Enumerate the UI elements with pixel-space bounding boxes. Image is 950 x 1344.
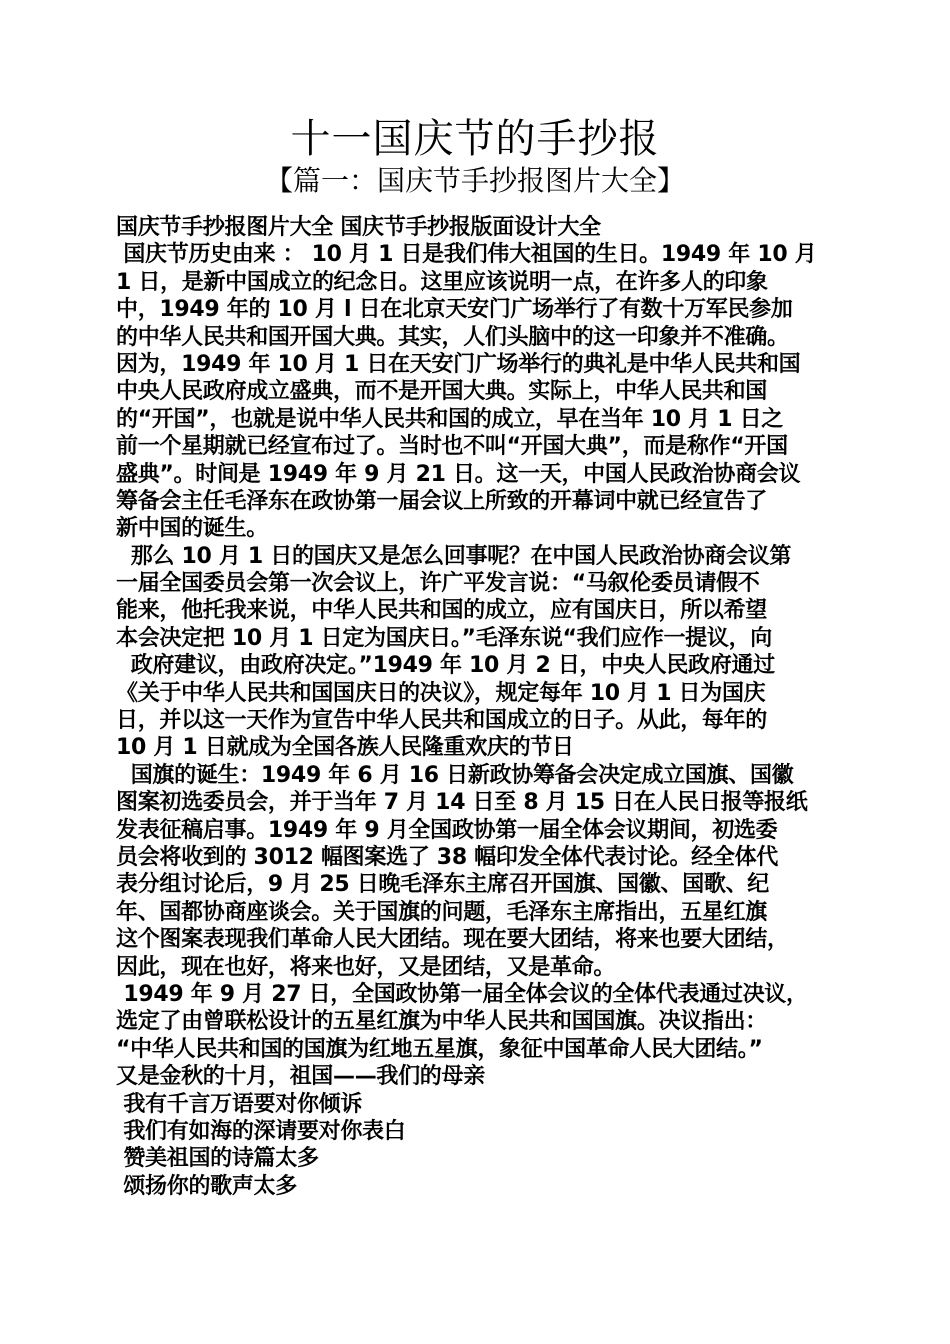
body-line: 一届全国委员会第一次会议上，许广平发言说：“马叙伦委员请假不 [116,571,760,597]
body-line: 选定了由曾联松设计的五星红旗为中华人民共和国国旗。决议指出： [116,1009,768,1035]
body-line: 国旗的诞生：1949 年 6 月 16 日新政协筹备会决定成立国旗、国徽 [116,762,794,788]
body-line: 年、国都协商座谈会。关于国旗的问题，毛泽东主席指出，五星红旗 [116,899,768,925]
body-line: 日，并以这一天作为宣告中华人民共和国成立的日子。从此，每年的 [116,708,768,734]
body-line: 筹备会主任毛泽东在政协第一届会议上所致的开幕词中就已经宣告了 [116,488,768,514]
document-subtitle: 【篇一：国庆节手抄报图片大全】 [264,164,685,197]
body-line: 《关于中华人民共和国国庆日的决议》，规定每年 10 月 1 日为国庆 [116,680,766,706]
body-line: 员会将收到的 3012 幅图案选了 38 幅印发全体代表讨论。经全体代 [116,844,778,870]
body-line: 1 日，是新中国成立的纪念日。这里应该说明一点，在许多人的印象 [116,269,768,295]
document-title: 十一国庆节的手抄报 [290,116,660,162]
body-line: 本会决定把 10 月 1 日定为国庆日。”毛泽东说“我们应作一提议，向 [116,625,772,651]
body-line: 盛典”。时间是 1949 年 9 月 21 日。这一天，中国人民政治协商会议 [116,461,801,487]
body-line: 前一个星期就已经宣布过了。当时也不叫“开国大典”，而是称作“开国 [116,434,788,460]
body-line: 赞美祖国的诗篇太多 [116,1146,319,1172]
body-line: 我有千言万语要对你倾诉 [116,1091,363,1117]
body-line: 图案初选委员会，并于当年 7 月 14 日至 8 月 15 日在人民日报等报纸 [116,790,808,816]
body-line: 国庆节手抄报图片大全 国庆节手抄报版面设计大全 [116,215,601,240]
body-line: 国庆节历史由来 ： 10 月 1 日是我们伟大祖国的生日。1949 年 10 月 [116,242,817,268]
body-line: 表分组讨论后，9 月 25 日晚毛泽东主席召开国旗、国徽、国歌、纪 [116,872,770,898]
body-line: 中央人民政府成立盛典，而不是开国大典。实际上，中华人民共和国 [116,379,768,405]
body-line: 的中华人民共和国开国大典。其实，人们头脑中的这一印象并不准确。 [116,324,789,350]
body-line: 新中国的诞生。 [116,516,268,542]
body-line: 发表征稿启事。1949 年 9 月全国政协第一届全体会议期间，初选委 [116,817,778,843]
body-line: 又是金秋的十月，祖国——我们的母亲 [116,1064,485,1090]
body-line: 中，1949 年的 10 月 l 日在北京天安门广场举行了有数十万军民参加 [116,297,793,323]
body-line: 这个图案表现我们革命人民大团结。现在要大团结，将来也要大团结， [116,927,789,953]
body-line: “中华人民共和国的国旗为红地五星旗，象征中国革命人民大团结。” [116,1036,763,1062]
document-body [116,214,866,1200]
body-line: 政府建议，由政府决定。”1949 年 10 月 2 日，中央人民政府通过 [116,653,775,679]
body-line: 那么 10 月 1 日的国庆又是怎么回事呢？在中国人民政治协商会议第 [116,543,792,569]
body-line: 我们有如海的深请要对你表白 [116,1118,406,1144]
body-line: 因此，现在也好，将来也好，又是团结，又是革命。 [116,954,616,980]
body-line: 能来，他托我来说，中华人民共和国的成立，应有国庆日，所以希望 [116,598,768,624]
body-line: 因为，1949 年 10 月 1 日在天安门广场举行的典礼是中华人民共和国 [116,351,801,377]
body-line: 10 月 1 日就成为全国各族人民隆重欢庆的节日 [116,735,574,761]
body-line: 的“开国”，也就是说中华人民共和国的成立，早在当年 10 月 1 日之 [116,406,783,432]
body-line: 1949 年 9 月 27 日，全国政协第一届全体会议的全体代表通过决议， [116,981,808,1007]
body-line: 颂扬你的歌声太多 [116,1173,297,1199]
